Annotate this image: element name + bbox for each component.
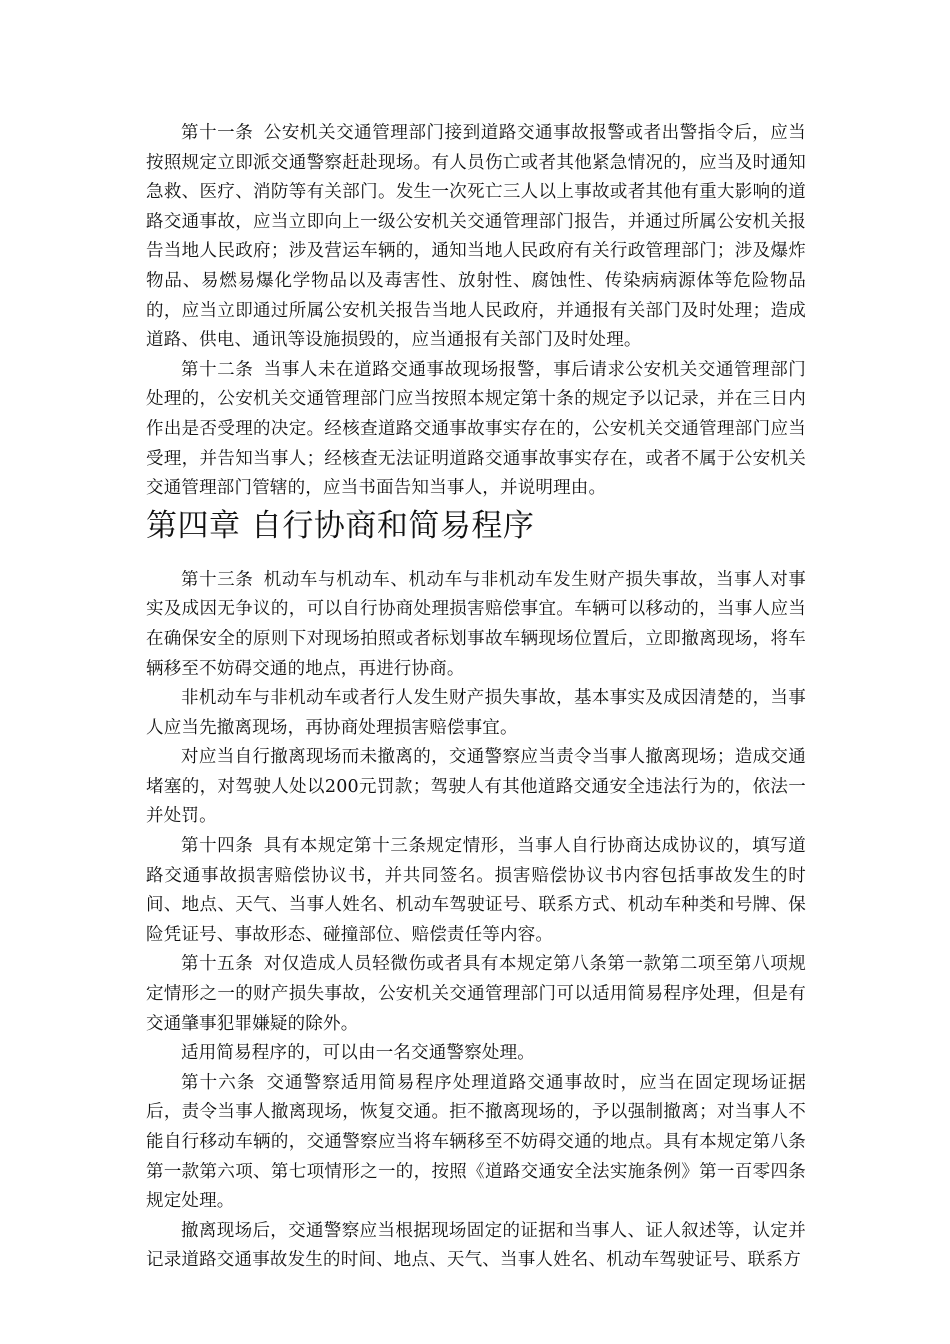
article-14 [146,832,806,950]
article-heading: 第十三条 [181,569,254,590]
article-body: 具有本规定第十三条规定情形，当事人自行协商达成协议的，填写道路交通事故损害赔偿协议书，并共同签名。损害赔偿协议书内容包括事故发生的时间、地点、天气、当事人姓名、机动车驾驶证号、联系方式、机动车种类和号牌、保险凭证号、事故形态、碰撞部位、赔偿责任等内容。 [146,836,806,945]
paragraph-body: 对应当自行撤离现场而未撤离的，交通警察应当责令当事人撤离现场；造成交通堵塞的，对驾驶人处以200元罚款；驾驶人有其他道路交通安全违法行为的，依法一并处罚。 [146,747,806,827]
article-heading: 第十五条 [181,954,254,975]
paragraph [146,1039,806,1069]
paragraph [146,743,806,832]
chapter-heading: 第四章 自行协商和简易程序 [146,507,535,544]
article-body: 交通警察适用简易程序处理道路交通事故时，应当在固定现场证据后，责令当事人撤离现场，恢复交通。拒不撤离现场的，予以强制撤离；对当事人不能自行移动车辆的，交通警察应当将车辆移至不妨碍交通的地点。具有本规定第八条第一款第六项、第七项情形之一的，按照《道路交通安全法实施条例》第一百零四条规定处理。 [146,1072,806,1212]
article-13 [146,566,806,684]
article-section-2 [146,566,806,1276]
article-heading: 第十六条 [181,1072,256,1093]
article-11 [146,119,806,356]
article-body: 公安机关交通管理部门接到道路交通事故报警或者出警指令后，应当按照规定立即派交通警察赶赴现场。有人员伤亡或者其他紧急情况的，应当及时通知急救、医疗、消防等有关部门。发生一次死亡三人以上事故或者其他有重大影响的道路交通事故，应当立即向上一级公安机关交通管理部门报告，并通过所属公安机关报告当地人民政府；涉及营运车辆的，通知当地人民政府有关行政管理部门；涉及爆炸物品、易燃易爆化学物品以及毒害性、放射性、腐蚀性、传染病病源体等危险物品的，应当立即通过所属公安机关报告当地人民政府，并通报有关部门及时处理；造成道路、供电、通讯等设施损毁的，应当通报有关部门及时处理。 [146,123,806,351]
article-body: 当事人未在道路交通事故现场报警，事后请求公安机关交通管理部门处理的，公安机关交通管理部门应当按照本规定第十条的规定予以记录，并在三日内作出是否受理的决定。经核查道路交通事故事实存在的，公安机关交通管理部门应当受理，并告知当事人；经核查无法证明道路交通事故事实存在，或者不属于公安机关交通管理部门管辖的，应当书面告知当事人，并说明理由。 [146,359,806,499]
article-heading: 第十一条 [181,123,254,143]
article-16 [146,1069,806,1217]
paragraph [146,684,806,743]
document-page [146,119,806,1276]
article-section-1 [146,119,806,504]
article-body: 机动车与机动车、机动车与非机动车发生财产损失事故，当事人对事实及成因无争议的，可以自行协商处理损害赔偿事宜。车辆可以移动的，当事人应当在确保安全的原则下对现场拍照或者标划事故车辆现场位置后，立即撤离现场，将车辆移至不妨碍交通的地点，再进行协商。 [146,569,806,679]
article-heading: 第十二条 [181,359,254,380]
article-body: 对仅造成人员轻微伤或者具有本规定第八条第一款第二项至第八项规定情形之一的财产损失事故，公安机关交通管理部门可以适用简易程序处理，但是有交通肇事犯罪嫌疑的除外。 [146,954,806,1034]
paragraph-body: 非机动车与非机动车或者行人发生财产损失事故，基本事实及成因清楚的，当事人应当先撤离现场，再协商处理损害赔偿事宜。 [146,688,806,738]
paragraph-body: 适用简易程序的，可以由一名交通警察处理。 [181,1043,535,1064]
article-heading: 第十四条 [181,836,254,857]
article-15 [146,950,806,1039]
paragraph [146,1217,806,1276]
paragraph-body: 撤离现场后，交通警察应当根据现场固定的证据和当事人、证人叙述等，认定并记录道路交通事故发生的时间、地点、天气、当事人姓名、机动车驾驶证号、联系方 [146,1220,806,1271]
article-12 [146,356,806,504]
